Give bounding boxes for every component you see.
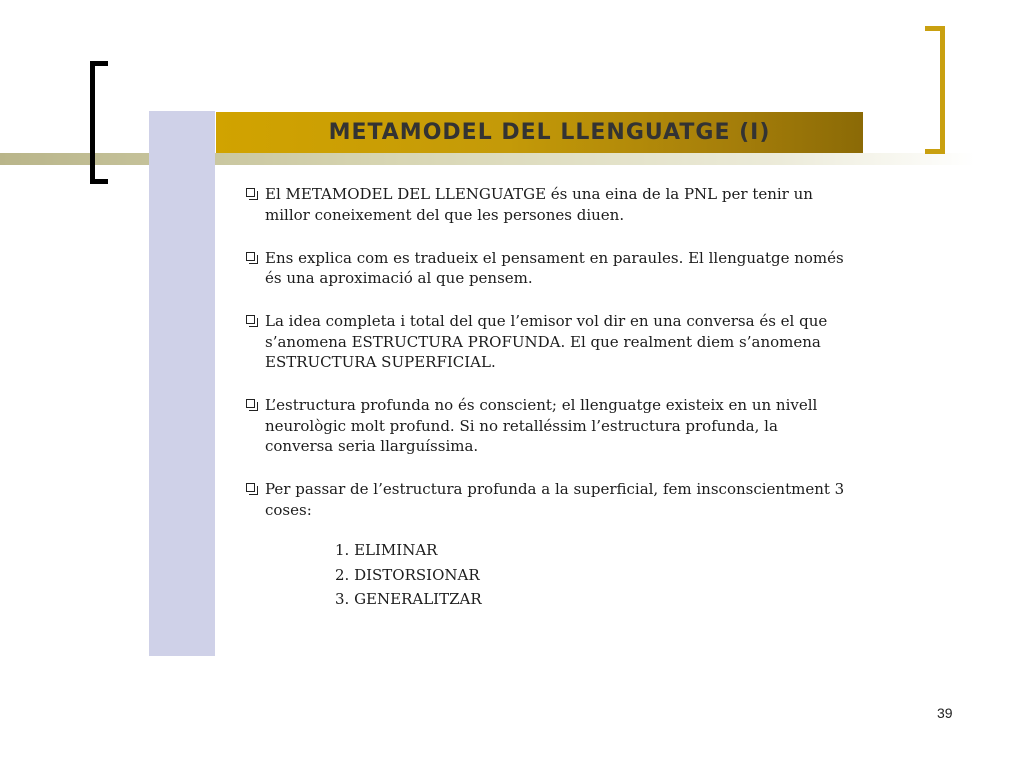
bullet-item	[246, 248, 846, 289]
numbered-item-eliminar: 1. ELIMINAR	[335, 541, 438, 559]
side-panel	[149, 111, 215, 656]
bullet-text: La idea completa i total del que l’emisor vol dir en una conversa és el que s’anomena ESTRUCTURA PROFUNDA. El que realment diem s’anomena ESTRUCTURA SUPERFICIAL.	[265, 312, 828, 371]
square-bullet-icon	[246, 252, 255, 261]
bullet-item	[246, 184, 846, 225]
bullet-list	[246, 184, 846, 543]
bullet-text: El METAMODEL DEL LLENGUATGE és una eina de la PNL per tenir un millor coneixement del que les persones diuen.	[265, 185, 813, 224]
bullet-text: L’estructura profunda no és conscient; el llenguatge existeix en un nivell neurològic molt profund. Si no retalléssim l’estructura profunda, la conversa seria llarguíssima.	[265, 396, 818, 455]
slide-title: METAMODEL DEL LLENGUATGE (I)	[328, 120, 771, 145]
numbered-item-generalitzar: 3. GENERALITZAR	[335, 590, 482, 608]
bullet-text: Per passar de l’estructura profunda a la superficial, fem insconscientment 3 coses:	[265, 480, 845, 519]
numbered-item-distorsionar: 2. DISTORSIONAR	[335, 565, 480, 584]
left-bracket-decoration	[90, 61, 108, 184]
numbered-list	[335, 540, 482, 614]
square-bullet-icon	[246, 483, 255, 492]
square-bullet-icon	[246, 188, 255, 197]
bullet-item	[246, 395, 846, 457]
square-bullet-icon	[246, 399, 255, 408]
bullet-item	[246, 311, 846, 373]
page-number: 39	[937, 705, 953, 721]
square-bullet-icon	[246, 315, 255, 324]
bullet-item	[246, 479, 846, 520]
title-bar	[216, 112, 863, 153]
bullet-text: Ens explica com es tradueix el pensament en paraules. El llenguatge només és una aproximació al que pensem.	[265, 248, 844, 287]
decorative-stripe	[0, 153, 975, 165]
right-bracket-decoration	[925, 26, 945, 154]
